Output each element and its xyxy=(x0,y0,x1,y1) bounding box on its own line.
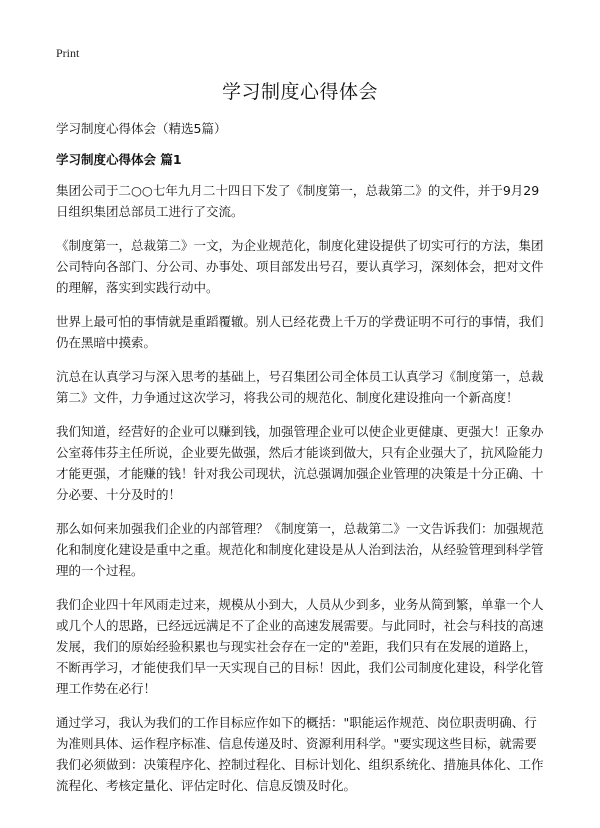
paragraph-1: 集团公司于二○○七年九月二十四日下发了《制度第一，总裁第二》的文件，并于9月29日组织集团总部员工进行了交流。 xyxy=(56,183,540,219)
paragraph-7: 我们企业四十年风雨走过来，规模从小到大，人员从少到多，业务从简到繁，单靠一个人或几个人的思路，已经远远满足不了企业的高速发展需要。与此同时，社会与科技的高速发展，我们的原始经验积累也与现实社会存在一定的"差距，我们只有在发展的道路上，不断再学习，才能使我们早一天实现自己的目标！因此，我们公司制度化建设，科学化管理工作势在必行！ xyxy=(56,597,544,696)
document-subtitle: 学习制度心得体会（精选5篇） xyxy=(56,121,227,136)
paragraph-5: 我们知道，经营好的企业可以赚到钱，加强管理企业可以使企业更健康、更强大！正象办公室蒋伟芬主任所说，企业要先做强，然后才能谈到做大，只有企业强大了，抗风险能力才能更强，才能赚的钱！针对我公司现状，沆总强调加强企业管理的决策是十分正确、十分必要、十分及时的！ xyxy=(56,424,544,502)
paragraph-8: 通过学习，我认为我们的工作目标应作如下的概括："职能运作规范、岗位职责明确、行为准则具体、运作程序标准、信息传递及时、资源利用科学。"要实现这些目标，就需要我们必须做到：决策程序化、控制过程化、目标计划化、组织系统化、措施具体化、工作流程化、考核定量化、评估定时化、信息反馈及时化。 xyxy=(56,715,544,793)
paragraph-3: 世界上最可怕的事情就是重蹈覆辙。别人已经花费上千万的学费证明不可行的事情，我们仍在黑暗中摸索。 xyxy=(56,314,544,350)
paragraph-4: 沆总在认真学习与深入思考的基础上，号召集团公司全体员工认真学习《制度第一，总裁第二》文件，力争通过这次学习，将我公司的规范化、制度化建设推向一个新高度！ xyxy=(56,369,544,405)
document-title: 学习制度心得体会 xyxy=(221,81,378,103)
paragraph-2: 《制度第一，总裁第二》一文，为企业规范化，制度化建设提供了切实可行的方法，集团公司特向各部门、分公司、办事处、项目部发出号召，要认真学习，深刻体会，把对文件的理解，落实到实践行动中。 xyxy=(56,238,544,295)
section-heading: 学习制度心得体会 篇1 xyxy=(56,152,182,167)
article-body xyxy=(56,180,549,809)
print-link[interactable]: Print xyxy=(56,46,80,60)
paragraph-6: 那么如何来加强我们企业的内部管理？《制度第一，总裁第二》一文告诉我们：加强规范化和制度化建设是重中之重。规范化和制度化建设是从人治到法治，从经验管理到科学管理的一个过程。 xyxy=(56,521,544,578)
